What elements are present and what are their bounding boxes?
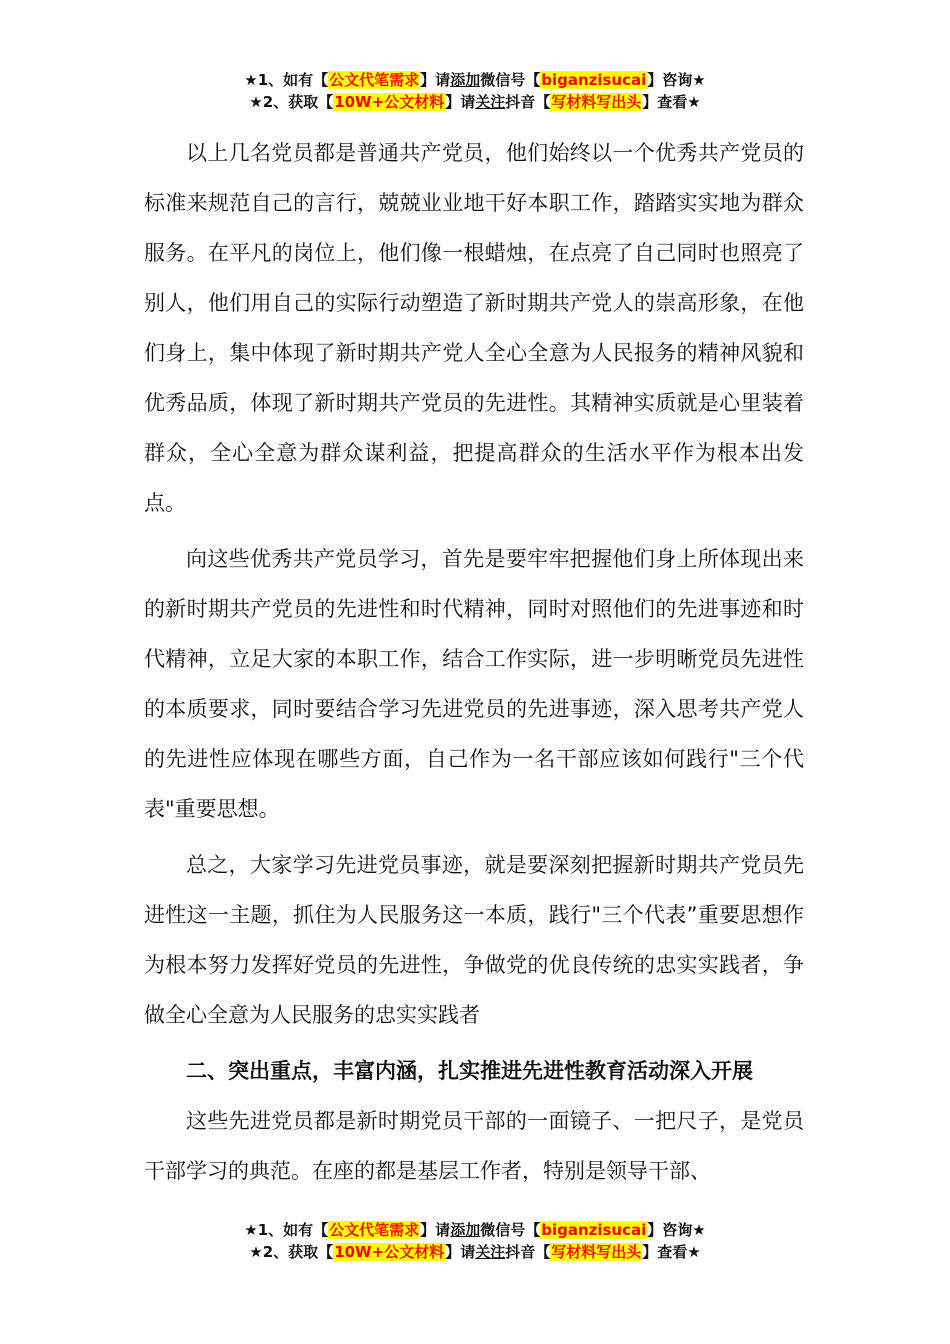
paragraph-3: 总之，大家学习先进党员事迹，就是要深刻把握新时期共产党员先进性这一主题，抓住为人民服务这一本质，践行"三个代表”重要思想作为根本努力发挥好党员的先进性，争做党的优良传统的忠实实践者，争做全心全意为人民服务的忠实实践者 xyxy=(144,853,804,1027)
banner-line-1: ★1、如有【公文代笔需求】请添加微信号【biganzisucai】咨询★ xyxy=(244,1221,706,1239)
highlight-douyin: 写材料写出头 xyxy=(551,93,642,111)
header-banner xyxy=(0,69,950,113)
highlight-materials: 10W+公文材料 xyxy=(334,93,445,111)
highlight-materials: 10W+公文材料 xyxy=(334,1243,445,1261)
banner-line-1: ★1、如有【公文代笔需求】请添加微信号【biganzisucai】咨询★ xyxy=(244,71,706,89)
highlight-wechat-id: biganzisucai xyxy=(541,71,647,89)
highlight-douyin: 写材料写出头 xyxy=(551,1243,642,1261)
banner-line-2: ★2、获取【10W+公文材料】请关注抖音【写材料写出头】查看★ xyxy=(249,1243,701,1261)
banner-line-2: ★2、获取【10W+公文材料】请关注抖音【写材料写出头】查看★ xyxy=(249,93,701,111)
section-heading: 二、突出重点，丰富内涵，扎实推进先进性教育活动深入开展 xyxy=(186,1059,753,1083)
highlight-service: 公文代笔需求 xyxy=(329,71,420,89)
document-body xyxy=(144,128,804,1202)
footer-banner xyxy=(0,1219,950,1263)
paragraph-4: 这些先进党员都是新时期党员干部的一面镜子、一把尺子，是党员干部学习的典范。在座的都是基层工作者，特别是领导干部、 xyxy=(144,1109,804,1183)
paragraph-2: 向这些优秀共产党员学习，首先是要牢牢把握他们身上所体现出来的新时期共产党员的先进性和时代精神，同时对照他们的先进事迹和时代精神，立足大家的本职工作，结合工作实际，进一步明晰党员先进性的本质要求，同时要结合学习先进党员的先进事迹，深入思考共产党人的先进性应体现在哪些方面，自己作为一名干部应该如何践行"三个代表"重要思想。 xyxy=(144,547,804,821)
paragraph-1: 以上几名党员都是普通共产党员，他们始终以一个优秀共产党员的标准来规范自己的言行，兢兢业业地干好本职工作，踏踏实实地为群众服务。在平凡的岗位上，他们像一根蜡烛，在点亮了自己同时也照亮了别人，他们用自己的实际行动塑造了新时期共产党人的崇高形象，在他们身上，集中体现了新时期共产党人全心全意为人民报务的精神风貌和优秀品质，体现了新时期共产党员的先进性。其精神实质就是心里装着群众，全心全意为群众谋利益，把提高群众的生活水平作为根本出发点。 xyxy=(144,141,804,515)
highlight-service: 公文代笔需求 xyxy=(329,1221,420,1239)
highlight-wechat-id: biganzisucai xyxy=(541,1221,647,1239)
